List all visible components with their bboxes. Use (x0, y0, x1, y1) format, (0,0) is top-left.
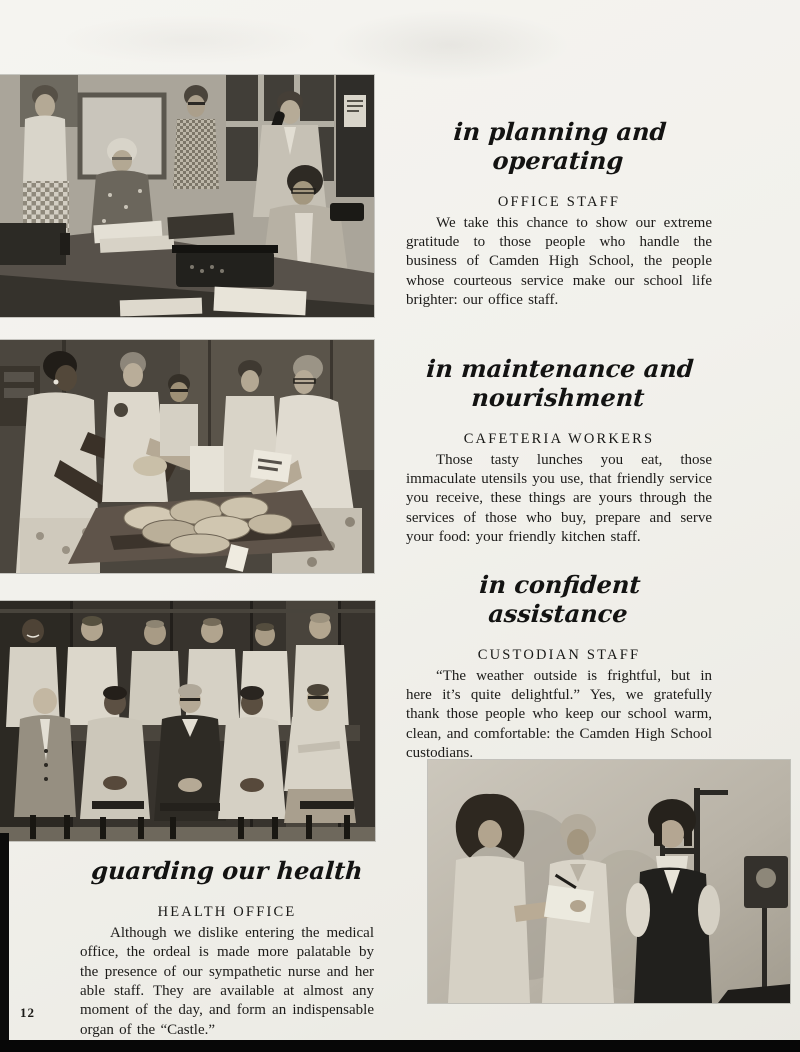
cafeteria-workers-photo (0, 340, 374, 573)
section-heading: CAFETERIA WORKERS (463, 430, 655, 447)
office-staff-photo-illustration (0, 75, 374, 317)
office-staff-photo (0, 75, 374, 317)
section-body: Although we dislike entering the medical office, the ordeal is made more palatable by the presence of our sympathetic nurse and her able staff. They are available at almost any moment of the day, and form an indispensable organ of the “Castle.” (80, 924, 374, 1038)
section-heading: OFFICE STAFF (497, 193, 621, 210)
health-office-photo-illustration (428, 760, 790, 1003)
page-number: 12 (20, 1005, 35, 1020)
section-script-title: in maintenance and nourishment (425, 354, 695, 412)
section-heading: HEALTH OFFICE (157, 903, 297, 920)
custodian-staff-photo-illustration (0, 601, 375, 841)
section-health-office (80, 857, 374, 1040)
health-office-photo (428, 760, 790, 1003)
section-custodian-staff (406, 571, 712, 763)
custodian-staff-photo (0, 601, 375, 841)
section-body: We take this chance to show our extreme gratitude to those people who handle the business of Camden High School, the people whose courteous service make our school life brighter: our office staff. (406, 214, 712, 309)
paper-texture-smudge (60, 15, 320, 65)
scan-edge-bottom (0, 1040, 800, 1052)
section-script-title: guarding our health (90, 856, 364, 885)
section-body: Those tasty lunches you eat, those immaculate utensils you use, that friendly service you receive, these things are yours through the services of those who buy, prepare and serve your food: your friendly kitchen staff. (406, 451, 712, 546)
section-script-title: in planning and operating (452, 117, 668, 175)
section-office-staff (406, 118, 712, 310)
paper-texture-smudge (330, 10, 570, 80)
health-people (448, 794, 720, 1003)
cafeteria-workers-photo-illustration (0, 340, 374, 573)
scan-edge-left (0, 833, 9, 1052)
section-heading: CUSTODIAN STAFF (477, 646, 641, 663)
section-script-title: in confident assistance (478, 570, 642, 628)
section-body: “The weather outside is frightful, but in here it’s quite delightful.” Yes, we gratefully thank those people who keep our school warm, clean, and comfortable: the Camden High School custodians. (406, 667, 712, 762)
section-cafeteria-workers (406, 355, 712, 547)
